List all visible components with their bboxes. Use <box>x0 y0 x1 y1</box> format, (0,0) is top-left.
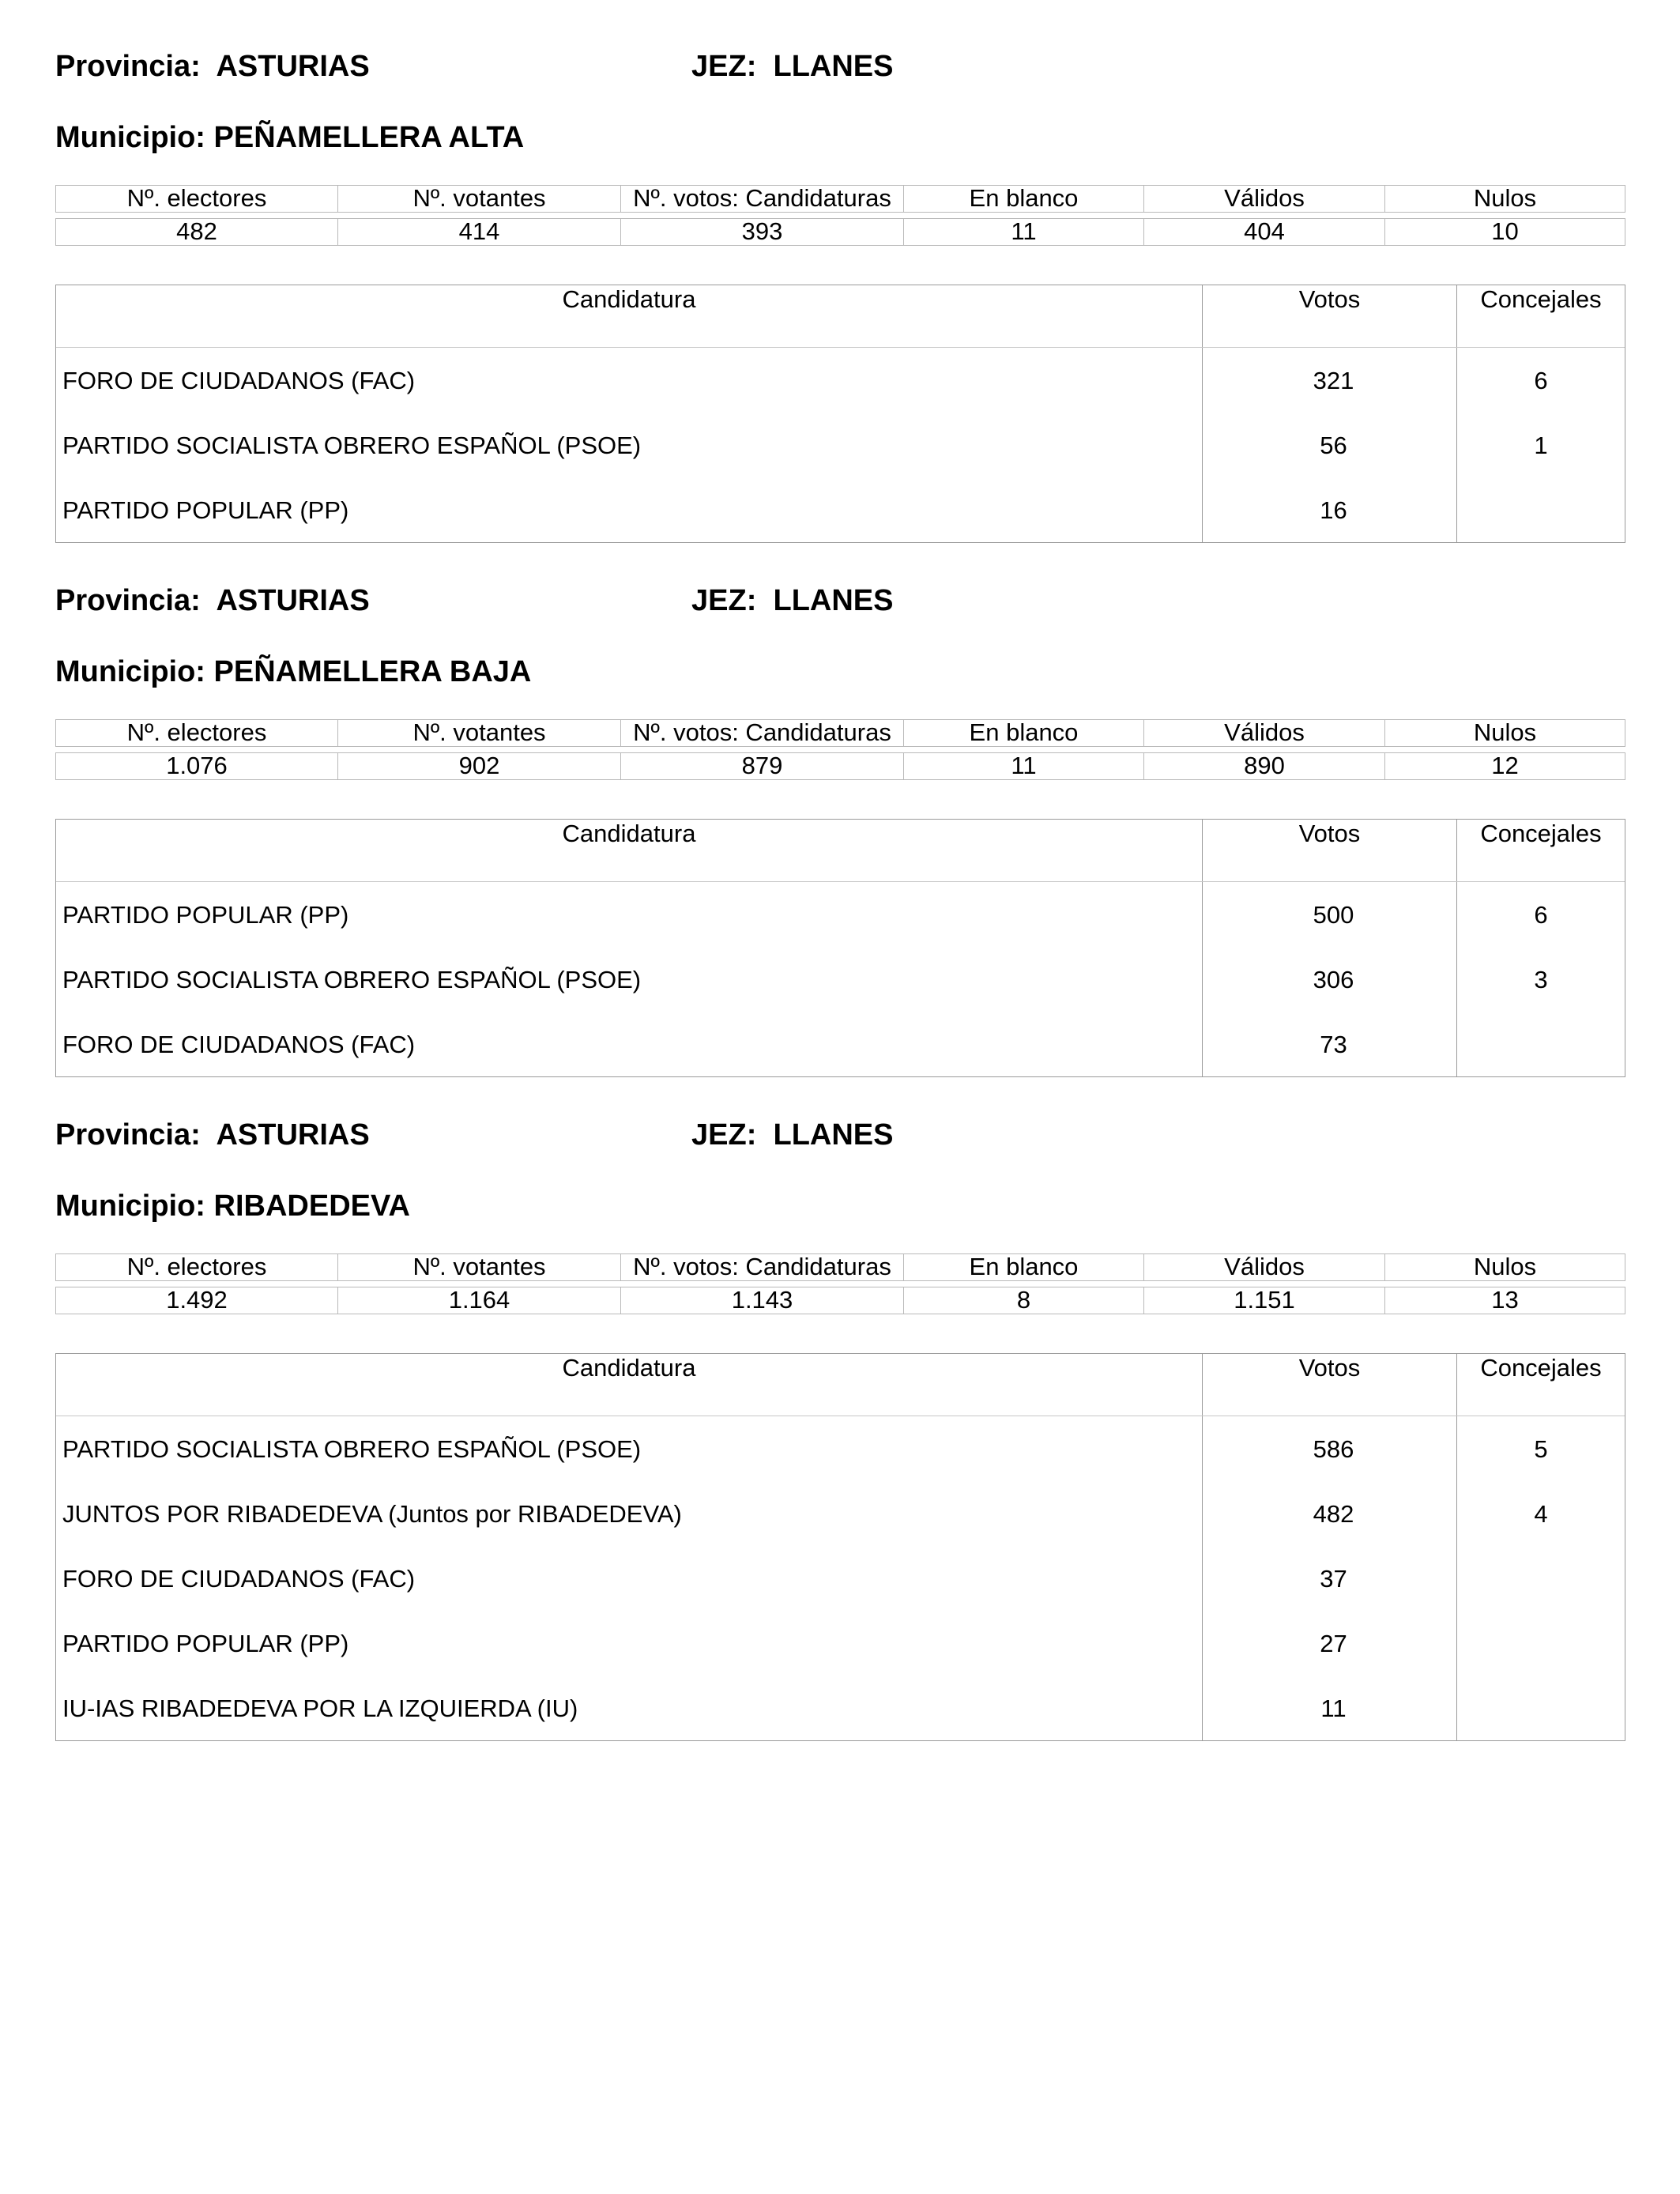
municipio-heading <box>55 120 524 155</box>
summary-header-cell: Nº. votantes <box>338 185 621 213</box>
candidatura-header: Candidatura <box>56 820 1203 881</box>
summary-header-cell: En blanco <box>904 185 1144 213</box>
candidatura-concejales <box>1457 1611 1625 1676</box>
jez-value: LLANES <box>773 584 894 617</box>
summary-header-cell: Nº. votos: Candidaturas <box>621 185 904 213</box>
candidatura-concejales <box>1457 477 1625 542</box>
summary-header-cell: Nº. votos: Candidaturas <box>621 719 904 747</box>
candidatura-name: PARTIDO POPULAR (PP) <box>56 882 1203 947</box>
summary-value-cell: 10 <box>1385 218 1625 246</box>
candidatura-votos: 16 <box>1203 477 1457 542</box>
candidatura-concejales: 4 <box>1534 1500 1548 1528</box>
jez-value: LLANES <box>773 1118 894 1152</box>
summary-value-cell: 1.492 <box>55 1287 338 1314</box>
candidaturas-header-row <box>56 820 1625 882</box>
candidatura-row <box>56 348 1625 413</box>
summary-value-cell: 1.076 <box>55 752 338 780</box>
summary-header-cell: Nº. electores <box>55 719 338 747</box>
candidatura-row <box>56 477 1625 542</box>
candidatura-votos: 27 <box>1203 1611 1457 1676</box>
candidatura-name: FORO DE CIUDADANOS (FAC) <box>56 1012 1203 1076</box>
jez-heading <box>691 49 893 84</box>
concejales-header: Concejales <box>1480 1354 1602 1382</box>
provincia-heading <box>55 1118 370 1152</box>
summary-value-cell: 902 <box>338 752 621 780</box>
summary-value-cell: 482 <box>55 218 338 246</box>
candidatura-votos: 482 <box>1203 1481 1457 1546</box>
summary-header-cell: Válidos <box>1144 719 1385 747</box>
candidaturas-table <box>55 819 1625 1077</box>
candidatura-row <box>56 882 1625 947</box>
provincia-heading <box>55 49 370 84</box>
summary-value-cell: 1.143 <box>621 1287 904 1314</box>
candidatura-name: PARTIDO POPULAR (PP) <box>56 1611 1203 1676</box>
candidatura-name: FORO DE CIUDADANOS (FAC) <box>56 348 1203 413</box>
candidatura-concejales: 5 <box>1534 1435 1548 1463</box>
summary-table <box>55 185 1625 246</box>
summary-header-cell: Nulos <box>1385 719 1625 747</box>
provincia-label: Provincia: <box>55 50 201 83</box>
summary-header-cell: Nº. votantes <box>338 719 621 747</box>
candidatura-votos: 586 <box>1203 1416 1457 1481</box>
summary-header-cell: Nulos <box>1385 185 1625 213</box>
candidatura-concejales: 3 <box>1534 966 1548 993</box>
votos-header: Votos <box>1203 1354 1457 1416</box>
candidatura-name: IU-IAS RIBADEDEVA POR LA IZQUIERDA (IU) <box>56 1676 1203 1740</box>
summary-value-cell: 11 <box>904 218 1144 246</box>
candidatura-row <box>56 947 1625 1012</box>
summary-value-cell: 414 <box>338 218 621 246</box>
candidatura-row <box>56 1481 1625 1546</box>
provincia-label: Provincia: <box>55 1118 201 1152</box>
municipio-value: PEÑAMELLERA ALTA <box>213 121 525 154</box>
candidatura-concejales <box>1457 1012 1625 1076</box>
candidatura-header: Candidatura <box>56 285 1203 347</box>
summary-header-row <box>55 719 1625 747</box>
candidatura-name: JUNTOS POR RIBADEDEVA (Juntos por RIBADEDEVA) <box>56 1481 1203 1546</box>
summary-value-row <box>55 752 1625 780</box>
candidatura-votos: 11 <box>1203 1676 1457 1740</box>
provincia-label: Provincia: <box>55 584 201 617</box>
jez-heading <box>691 583 893 618</box>
summary-header-cell: Nº. votos: Candidaturas <box>621 1253 904 1281</box>
municipio-section <box>55 0 1625 534</box>
candidaturas-table <box>55 285 1625 543</box>
candidatura-name: PARTIDO POPULAR (PP) <box>56 477 1203 542</box>
summary-header-cell: Nulos <box>1385 1253 1625 1281</box>
candidatura-concejales: 6 <box>1534 901 1548 929</box>
municipio-label: Municipio: <box>55 655 205 688</box>
candidatura-row <box>56 1416 1625 1481</box>
summary-header-cell: Válidos <box>1144 185 1385 213</box>
summary-header-row <box>55 185 1625 213</box>
candidatura-name: PARTIDO SOCIALISTA OBRERO ESPAÑOL (PSOE) <box>56 1416 1203 1481</box>
summary-header-cell: Nº. electores <box>55 185 338 213</box>
summary-header-row <box>55 1253 1625 1281</box>
summary-value-cell: 879 <box>621 752 904 780</box>
provincia-value: ASTURIAS <box>216 50 370 83</box>
candidatura-row <box>56 1012 1625 1076</box>
candidatura-name: PARTIDO SOCIALISTA OBRERO ESPAÑOL (PSOE) <box>56 413 1203 477</box>
concejales-header: Concejales <box>1480 285 1602 313</box>
concejales-header: Concejales <box>1480 820 1602 847</box>
candidaturas-header-row <box>56 1354 1625 1416</box>
candidatura-name: PARTIDO SOCIALISTA OBRERO ESPAÑOL (PSOE) <box>56 947 1203 1012</box>
candidatura-concejales: 1 <box>1534 432 1548 459</box>
candidatura-votos: 37 <box>1203 1546 1457 1611</box>
candidatura-concejales <box>1457 1546 1625 1611</box>
municipio-section <box>55 1069 1625 1722</box>
votos-header: Votos <box>1203 820 1457 881</box>
candidatura-row <box>56 1676 1625 1740</box>
candidatura-row <box>56 413 1625 477</box>
jez-label: JEZ: <box>691 584 757 617</box>
jez-label: JEZ: <box>691 1118 757 1152</box>
candidatura-votos: 56 <box>1203 413 1457 477</box>
summary-value-cell: 12 <box>1385 752 1625 780</box>
summary-table <box>55 1253 1625 1314</box>
summary-value-cell: 890 <box>1144 752 1385 780</box>
candidatura-votos: 73 <box>1203 1012 1457 1076</box>
candidatura-row <box>56 1546 1625 1611</box>
jez-label: JEZ: <box>691 50 757 83</box>
candidatura-header: Candidatura <box>56 1354 1203 1416</box>
summary-value-cell: 393 <box>621 218 904 246</box>
municipio-heading <box>55 654 531 689</box>
municipio-label: Municipio: <box>55 121 205 154</box>
municipio-label: Municipio: <box>55 1189 205 1223</box>
candidatura-concejales <box>1457 1676 1625 1740</box>
summary-header-cell: Nº. electores <box>55 1253 338 1281</box>
municipio-section <box>55 534 1625 1069</box>
jez-heading <box>691 1118 893 1152</box>
candidaturas-header-row <box>56 285 1625 348</box>
provincia-heading <box>55 583 370 618</box>
summary-header-cell: Nº. votantes <box>338 1253 621 1281</box>
summary-header-cell: Válidos <box>1144 1253 1385 1281</box>
municipio-value: PEÑAMELLERA BAJA <box>213 655 532 688</box>
provincia-value: ASTURIAS <box>216 1118 370 1152</box>
summary-table <box>55 719 1625 780</box>
provincia-value: ASTURIAS <box>216 584 370 617</box>
candidatura-row <box>56 1611 1625 1676</box>
municipio-value: RIBADEDEVA <box>213 1189 410 1223</box>
summary-value-row <box>55 218 1625 246</box>
summary-header-cell: En blanco <box>904 1253 1144 1281</box>
summary-value-row <box>55 1287 1625 1314</box>
jez-value: LLANES <box>773 50 894 83</box>
votos-header: Votos <box>1203 285 1457 347</box>
municipio-heading <box>55 1189 410 1223</box>
candidatura-votos: 500 <box>1203 882 1457 947</box>
candidaturas-table <box>55 1353 1625 1741</box>
summary-value-cell: 1.151 <box>1144 1287 1385 1314</box>
candidatura-name: FORO DE CIUDADANOS (FAC) <box>56 1546 1203 1611</box>
summary-header-cell: En blanco <box>904 719 1144 747</box>
candidatura-concejales: 6 <box>1534 367 1548 394</box>
candidatura-votos: 306 <box>1203 947 1457 1012</box>
summary-value-cell: 404 <box>1144 218 1385 246</box>
summary-value-cell: 13 <box>1385 1287 1625 1314</box>
candidatura-votos: 321 <box>1203 348 1457 413</box>
summary-value-cell: 11 <box>904 752 1144 780</box>
summary-value-cell: 8 <box>904 1287 1144 1314</box>
summary-value-cell: 1.164 <box>338 1287 621 1314</box>
